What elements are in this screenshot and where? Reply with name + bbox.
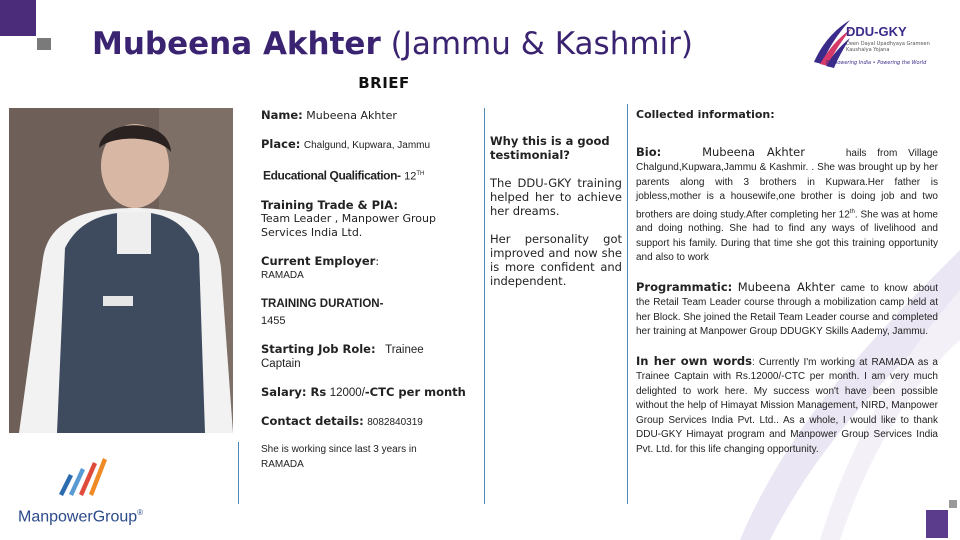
why-testimonial-column [490, 134, 622, 302]
title-name: Mubeena Akhter [92, 26, 381, 62]
manpowergroup-registered-mark: ® [137, 508, 144, 517]
salary-value: 12000/ [329, 386, 365, 399]
bio-label: Bio: [636, 144, 662, 159]
ddugky-logo-tagline: Empowering India • Powering the World [826, 60, 927, 66]
trade-row [261, 198, 466, 240]
manpowergroup-name: ManpowerGroup [18, 508, 138, 526]
role-value: Trainee Captain [261, 343, 424, 370]
trade-value: Team Leader , Manpower Group Services India Ltd. [261, 211, 436, 239]
bio-text-b: . She was at home and doing nothing. She had to find any ways of livelihood and support his family. During that time she got this training opportunity and also to work [636, 208, 938, 264]
salary-suffix: -CTC per month [364, 384, 466, 399]
name-row [261, 108, 466, 123]
name-value: Mubeena Akhter [306, 109, 397, 122]
place-label: Place: [261, 137, 301, 151]
contact-value: 8082840319 [367, 416, 423, 428]
manpowergroup-logo-text [18, 508, 143, 526]
corner-accent-square [37, 38, 51, 50]
divider-right [627, 104, 628, 504]
trade-label: Training Trade & PIA: [261, 197, 399, 212]
programmatic-label: Programmatic: [636, 279, 733, 294]
collected-heading: Collected information: [636, 108, 775, 121]
role-label: Starting Job Role: [261, 341, 376, 356]
why-heading: Why this is a good testimonial? [490, 134, 610, 162]
why-paragraph-1: The DDU-GKY training helped her to achieve her dreams. [490, 176, 622, 218]
contact-label: Contact details: [261, 413, 364, 428]
employer-colon: : [375, 254, 380, 268]
own-words-text: : Currently I'm working at RAMADA as a Trainee Captain with Rs.12000/-CTC per month. I am very much delighted to work here. My success won't have been possible without the help of Himayat Mission Management, NIRD, Manpower Group Services India Pvt. Ltd.. As a whole, I would like to thank DDU-GKY Himayat program and Manpower Group Services India Pvt. Ltd. for this life changing opportunity. [636, 356, 938, 455]
corner-accent-top-left [0, 0, 36, 36]
programmatic-text: came to know about the Retail Team Leader course through a mobilization camp held at her Block. She joined the Retail Team Leader course and completed her training at Manpower Group DDUGKY Skills Aademy, Jammu. [636, 282, 939, 338]
salary-label: Salary: Rs [261, 384, 327, 399]
programmatic-paragraph [636, 280, 938, 340]
employment-note: She is working since last 3 years in RAMADA [261, 443, 417, 470]
employer-label: Current Employer [261, 253, 376, 268]
person-silhouette-icon [9, 108, 233, 433]
place-row [261, 137, 466, 153]
employer-value: RAMADA [261, 269, 304, 281]
education-value: 12 [404, 170, 417, 183]
profile-info-column [261, 108, 466, 472]
role-row [261, 342, 466, 371]
collected-info-column [636, 108, 938, 471]
education-sup: TH [416, 171, 425, 177]
bio-name: Mubeena Akhter [702, 144, 805, 159]
education-label: Educational Qualification- [263, 168, 401, 183]
page-title [92, 26, 693, 62]
own-words-label: In her own words [636, 353, 752, 368]
why-paragraph-2: Her personality got improved and now she is more confident and independent. [490, 232, 622, 288]
manpowergroup-logo-icon [55, 456, 107, 496]
ddugky-logo-subtitle: Deen Dayal Upadhyaya Grameen Kaushalya Yojana [846, 41, 930, 53]
bio-text-a: hails from Village Chalgund,Kupwara,Jammu & Kashmir. . She was brought up by her parents along with 3 brothers in Kupwara.Her father is jobless,mother is a housewife,one brother is doing job and two brothers are doing study.After completing her 12 [636, 147, 938, 220]
programmatic-name: Mubeena Akhter [737, 279, 836, 294]
bio-paragraph [636, 145, 938, 266]
title-region: (Jammu & Kashmir) [390, 26, 693, 62]
salary-row [261, 385, 466, 400]
duration-value: 1455 [261, 314, 286, 327]
education-row [261, 167, 466, 184]
contact-row [261, 414, 466, 430]
divider-left [238, 442, 239, 504]
divider-middle [484, 108, 485, 504]
employer-row [261, 254, 466, 283]
name-label: Name: [261, 108, 303, 122]
brief-heading: BRIEF [358, 74, 410, 92]
ddugky-logo-text: DDU-GKY [846, 24, 907, 39]
duration-label: TRAINING DURATION- [261, 297, 384, 310]
profile-photo [9, 108, 233, 433]
duration-row [261, 297, 466, 328]
bio-sup: th [849, 208, 855, 215]
place-value: Chalgund, Kupwara, Jammu [303, 140, 431, 151]
own-words-paragraph [636, 354, 938, 458]
